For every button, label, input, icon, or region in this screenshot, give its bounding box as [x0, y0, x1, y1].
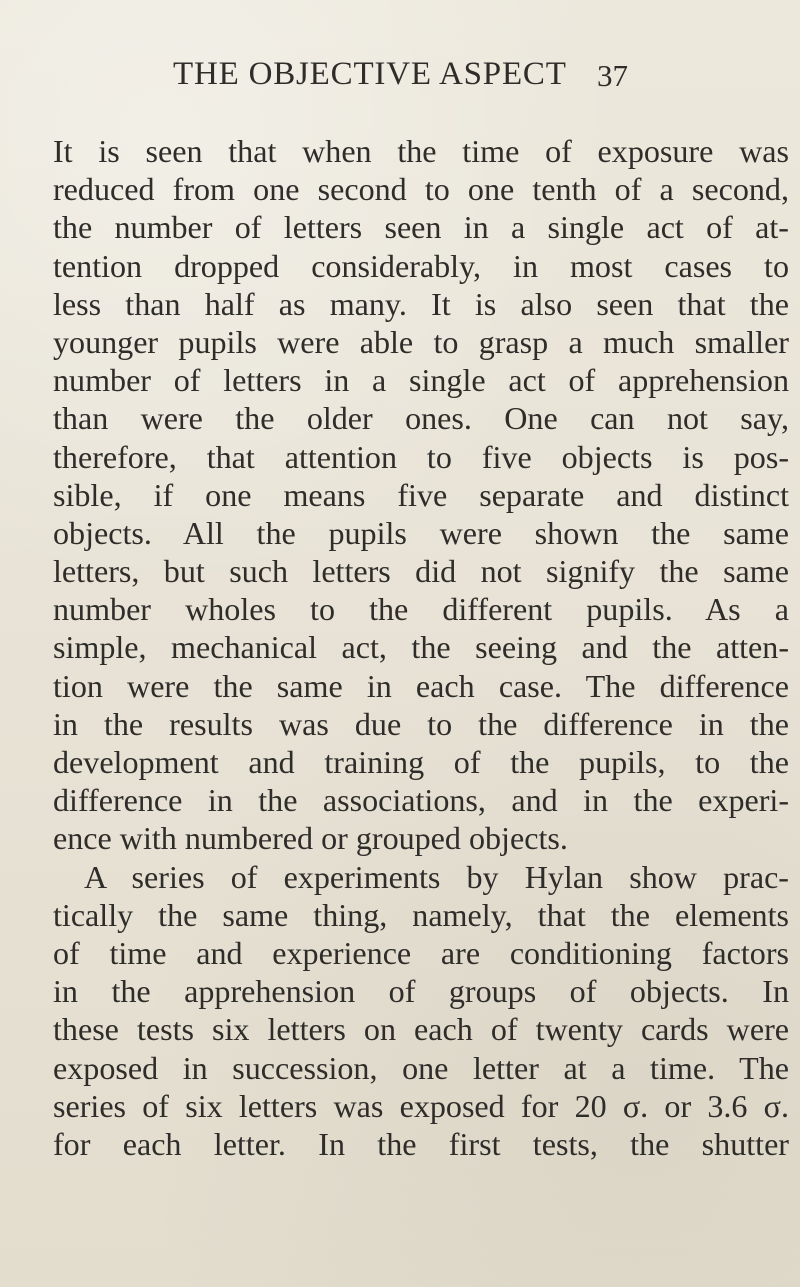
text-line-26: series of six letters was exposed for 20 σ. or 3.6 σ.	[53, 1087, 789, 1124]
text-line-6: younger pupils were able to grasp a much smaller	[53, 323, 789, 360]
running-head: THE OBJECTIVE ASPECT	[173, 56, 567, 92]
text-line-18: difference in the associations, and in the experi-	[53, 782, 789, 819]
text-line-19: ence with numbered or grouped objects.	[53, 820, 568, 857]
page-header	[173, 58, 627, 100]
body-text	[53, 132, 789, 1163]
text-line-8: than were the older ones. One can not say,	[53, 400, 789, 437]
text-line-21: tically the same thing, namely, that the elements	[53, 896, 789, 933]
text-line-24: these tests six letters on each of twenty cards were	[53, 1011, 789, 1048]
text-line-11: objects. All the pupils were shown the same	[53, 514, 789, 551]
text-line-27: for each letter. In the first tests, the shutter	[53, 1125, 789, 1162]
text-line-23: in the apprehension of groups of objects. In	[53, 973, 789, 1010]
text-line-20: A series of experiments by Hylan show prac-	[84, 858, 789, 895]
text-line-12: letters, but such letters did not signify the same	[53, 553, 789, 590]
text-line-17: development and training of the pupils, to the	[53, 744, 789, 780]
text-line-10: sible, if one means five separate and distinct	[53, 476, 789, 513]
text-line-3: the number of letters seen in a single act of at-	[53, 209, 789, 246]
page-number: 37	[597, 58, 628, 93]
text-line-9: therefore, that attention to five objects is pos-	[53, 438, 789, 475]
text-line-22: of time and experience are conditioning factors	[53, 934, 789, 971]
text-line-4: tention dropped considerably, in most cases to	[53, 247, 789, 284]
text-line-16: in the results was due to the difference in the	[53, 705, 789, 742]
text-line-15: tion were the same in each case. The difference	[53, 667, 789, 704]
text-line-2: reduced from one second to one tenth of a second,	[53, 171, 789, 208]
text-line-5: less than half as many. It is also seen that the	[53, 285, 789, 322]
text-line-13: number wholes to the different pupils. As a	[53, 591, 789, 628]
text-line-1: It is seen that when the time of exposure was	[53, 133, 789, 169]
text-line-7: number of letters in a single act of apprehension	[53, 362, 789, 399]
text-line-25: exposed in succession, one letter at a time. The	[53, 1049, 789, 1086]
text-line-14: simple, mechanical act, the seeing and the atten-	[53, 629, 789, 666]
